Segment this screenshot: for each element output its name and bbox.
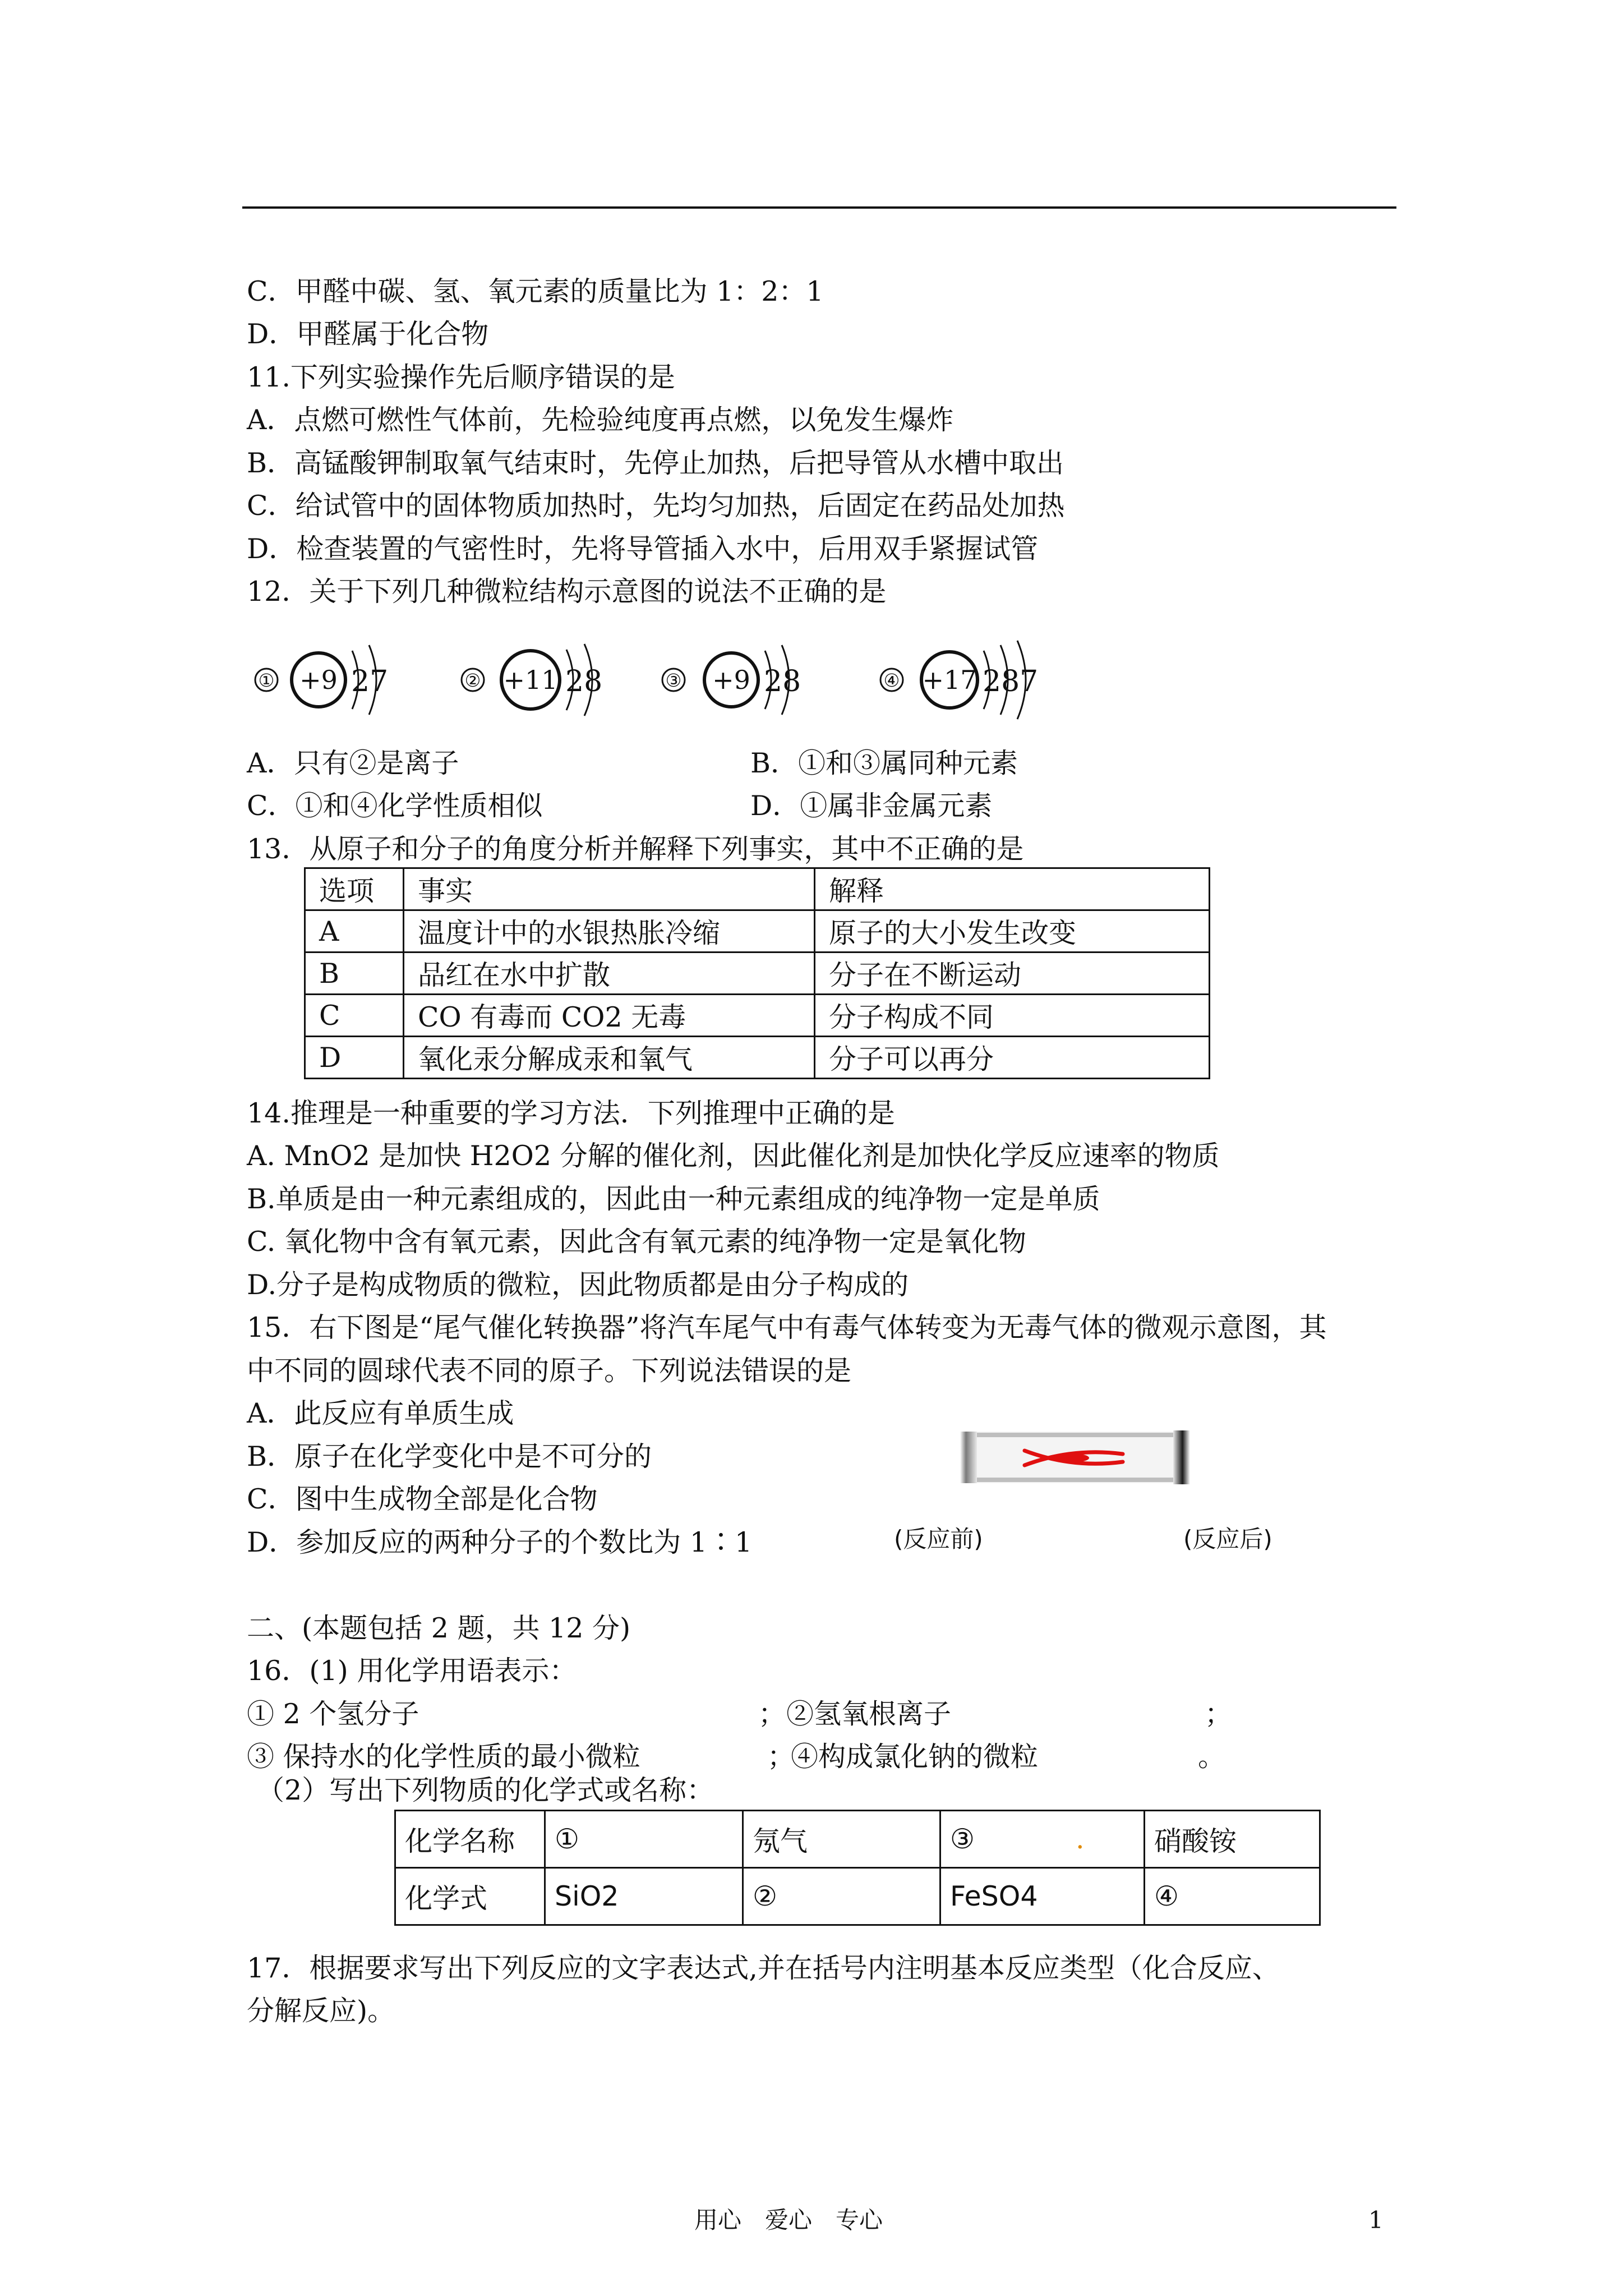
table-cell: CO 有毒而 CO2 无毒 [404, 995, 815, 1037]
table-cell: D [305, 1037, 404, 1079]
page-number: 1 [1368, 2206, 1384, 2234]
q14-option-c: C. 氧化物中含有氧元素，因此含有氧元素的纯净物一定是氧化物 [247, 1226, 1026, 1258]
table-cell: 化学名称 [395, 1811, 545, 1868]
table-cell: FeSO4 [940, 1868, 1145, 1925]
q15-option-d: D．参加反应的两种分子的个数比为 1∶1 [247, 1526, 753, 1558]
section-2-heading: 二、(本题包括 2 题，共 12 分) [247, 1612, 631, 1644]
q16-item-4: ④构成氯化钠的微粒 [791, 1741, 1039, 1773]
q15-stem-line1: 15．右下图是“尾气催化转换器”将汽车尾气中有毒气体转变为无毒气体的微观示意图，其 [247, 1312, 1327, 1343]
q17-stem-line1: 17．根据要求写出下列反应的文字表达式,并在括号内注明基本反应类型（化合反应、 [247, 1952, 1280, 1984]
atom-diagram-4 [880, 641, 1038, 719]
q16-item-3: ③ 保持水的化学性质的最小微粒 [247, 1741, 640, 1773]
table-row [395, 1868, 1320, 1925]
table-row [305, 953, 1210, 995]
table-row [305, 995, 1210, 1037]
atom-2-shells: 28 [565, 665, 603, 698]
table-cell: 分子构成不同 [815, 995, 1210, 1037]
table-cell: SiO2 [545, 1868, 743, 1925]
table-cell: 分子在不断运动 [815, 953, 1210, 995]
atom-3-nucleus: +9 [712, 665, 750, 695]
table-cell: 硝酸铵 [1145, 1811, 1320, 1868]
table-cell: 氖气 [743, 1811, 940, 1868]
table-header-cell: 选项 [305, 868, 404, 910]
table-cell-text: ③ [950, 1823, 975, 1855]
q17-stem-line2: 分解反应)。 [247, 1995, 395, 2027]
after-reaction-label: (反应后) [1183, 1525, 1272, 1553]
q12-option-c: C．①和④化学性质相似 [247, 790, 543, 822]
atom-4-shells: 287 [983, 665, 1039, 698]
q11-option-a: A．点燃可燃性气体前，先检验纯度再点燃，以免发生爆炸 [247, 404, 954, 436]
atom-3-shells: 28 [764, 665, 801, 698]
q16-part-2: （2）写出下列物质的化学式或名称： [257, 1774, 714, 1806]
atom-3-number: ③ [665, 670, 682, 691]
q14-stem: 14.推理是一种重要的学习方法．下列推理中正确的是 [247, 1097, 895, 1129]
table-cell [940, 1811, 1145, 1868]
atom-diagram-3 [662, 645, 801, 715]
q13-stem: 13．从原子和分子的角度分析并解释下列事实，其中不正确的是 [247, 833, 1024, 865]
q16-line-end: ； [1205, 1698, 1233, 1730]
q16-separator: ； [767, 1741, 795, 1773]
q14-option-b: B.单质是由一种元素组成的，因此由一种元素组成的纯净物一定是单质 [247, 1183, 1100, 1215]
atom-4-nucleus: +17 [922, 665, 977, 695]
q16-line-end: 。 [1198, 1741, 1226, 1773]
q14-option-a: A. MnO2 是加快 H2O2 分解的催化剂，因此催化剂是加快化学反应速率的物质 [247, 1140, 1220, 1172]
table-header-cell: 解释 [815, 868, 1210, 910]
atom-1-number: ① [258, 670, 275, 691]
header-rule [242, 206, 1396, 209]
table-cell: 氧化汞分解成汞和氧气 [404, 1037, 815, 1079]
q13-table [304, 867, 1210, 1079]
atom-diagram-2 [462, 644, 602, 716]
table-cell: B [305, 953, 404, 995]
table-cell: 分子可以再分 [815, 1037, 1210, 1079]
before-reaction-label: (反应前) [894, 1525, 983, 1553]
q11-option-c: C．给试管中的固体物质加热时，先均匀加热，后固定在药品处加热 [247, 490, 1065, 522]
table-cell: 温度计中的水银热胀冷缩 [404, 910, 815, 953]
q11-stem: 11.下列实验操作先后顺序错误的是 [247, 361, 675, 393]
atom-4-number: ④ [883, 670, 900, 691]
q15-option-c: C．图中生成物全部是化合物 [247, 1483, 598, 1515]
table-header-row [305, 868, 1210, 910]
q12-option-b: B．①和③属同种元素 [750, 747, 1018, 779]
q11-option-d: D．检查装置的气密性时，先将导管插入水中，后用双手紧握试管 [247, 533, 1039, 565]
q15-option-b: B．原子在化学变化中是不可分的 [247, 1441, 652, 1473]
table-cell: C [305, 995, 404, 1037]
q12-option-a: A．只有②是离子 [247, 747, 459, 779]
table-cell: 化学式 [395, 1868, 545, 1925]
q16-item-1: ① 2 个氢分子 [247, 1698, 419, 1730]
q10-option-d: D．甲醛属于化合物 [247, 318, 489, 350]
table-row [395, 1811, 1320, 1868]
atom-2-nucleus: +11 [503, 665, 558, 695]
footer-motto: 用心 爱心 专心 [694, 2206, 883, 2234]
atom-2-number: ② [464, 670, 481, 691]
table-cell: ① [545, 1811, 743, 1868]
q16-item-2: ②氢氧根离子 [786, 1698, 952, 1730]
q16-table [394, 1810, 1321, 1926]
q12-option-d: D．①属非金属元素 [750, 790, 993, 822]
table-cell: 品红在水中扩散 [404, 953, 815, 995]
q12-stem: 12．关于下列几种微粒结构示意图的说法不正确的是 [247, 576, 887, 608]
mark-dot: . [1075, 1823, 1085, 1855]
q15-option-a: A．此反应有单质生成 [247, 1397, 514, 1429]
table-cell: A [305, 910, 404, 953]
atom-structure-diagrams [247, 628, 1054, 729]
q10-option-c: C．甲醛中碳、氢、氧元素的质量比为 1：2：1 [247, 275, 824, 307]
table-row [305, 1037, 1210, 1079]
q16-stem: 16．(1) 用化学用语表示： [247, 1655, 577, 1687]
table-cell: ② [743, 1868, 940, 1925]
table-header-cell: 事实 [404, 868, 815, 910]
atom-diagram-1 [255, 645, 388, 715]
q15-stem-line2: 中不同的圆球代表不同的原子。下列说法错误的是 [247, 1355, 852, 1387]
q11-option-b: B．高锰酸钾制取氧气结束时，先停止加热，后把导管从水槽中取出 [247, 447, 1064, 479]
atom-1-nucleus: +9 [299, 665, 338, 695]
table-cell: 原子的大小发生改变 [815, 910, 1210, 953]
reaction-diagram-image [960, 1428, 1190, 1487]
table-cell: ④ [1145, 1868, 1320, 1925]
atom-1-shells: 27 [351, 665, 389, 698]
q16-separator: ； [758, 1698, 786, 1730]
q14-option-d: D.分子是构成物质的微粒，因此物质都是由分子构成的 [247, 1269, 909, 1301]
table-row [305, 910, 1210, 953]
